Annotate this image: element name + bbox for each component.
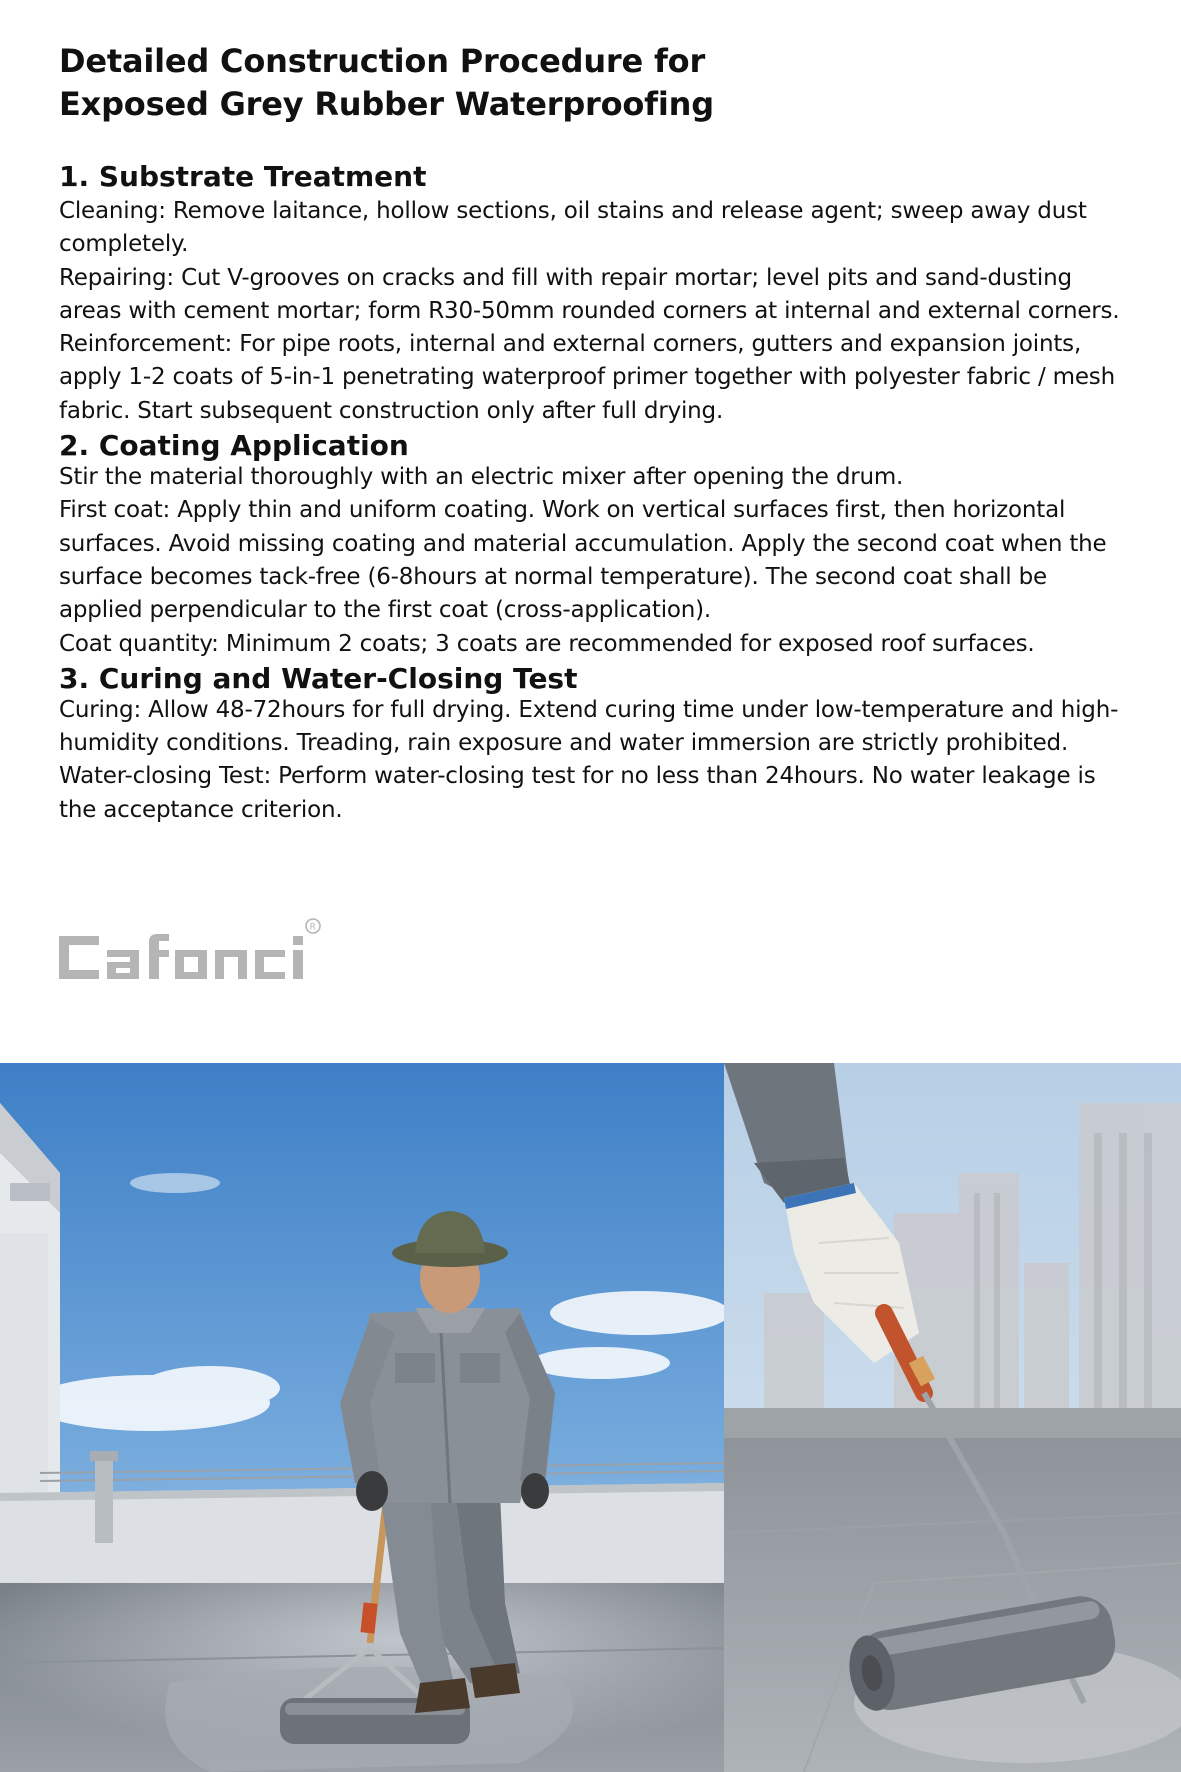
paragraph-reinforcement: Reinforcement: For pipe roots, internal and external corners, gutters and expansion joints, apply 1-2 coats of 5-in-1 penetrating waterproof primer together with polyester fabric / mesh fabric. Start subsequent construction only after full drying. bbox=[59, 331, 1115, 424]
gloved-hand-roller-closeup-photo bbox=[724, 1063, 1181, 1772]
section-heading: 2. Coating Application bbox=[59, 429, 409, 463]
paragraph-curing: Curing: Allow 48-72hours for full drying. Extend curing time under low-temperature and high-humidity conditions. Treading, rain exposure and water immersion are strictly prohibited. bbox=[59, 696, 1119, 757]
section-coating-application bbox=[59, 430, 1129, 661]
svg-text:R: R bbox=[309, 922, 316, 933]
section-heading: 1. Substrate Treatment bbox=[59, 160, 427, 193]
section-substrate-treatment bbox=[59, 161, 1129, 428]
paragraph-repairing: Repairing: Cut V-grooves on cracks and fill with repair mortar; level pits and sand-dusting areas with cement mortar; form R30-50mm rounded corners at internal and external corners. bbox=[59, 264, 1120, 324]
paragraph-cleaning: Cleaning: Remove laitance, hollow sections, oil stains and release agent; sweep away dust completely. bbox=[59, 198, 1087, 258]
cafonci-logo bbox=[57, 918, 327, 998]
paragraph-stir: Stir the material thoroughly with an electric mixer after opening the drum. bbox=[59, 464, 904, 491]
title-line-1: Detailed Construction Procedure for bbox=[59, 42, 706, 80]
paragraph-coat-quantity: Coat quantity: Minimum 2 coats; 3 coats are recommended for exposed roof surfaces. bbox=[59, 630, 1035, 657]
procedure-text bbox=[59, 40, 1129, 827]
document-title bbox=[59, 40, 1129, 126]
section-curing-test bbox=[59, 663, 1129, 827]
paragraph-first-coat: First coat: Apply thin and uniform coating. Work on vertical surfaces first, then horizontal surfaces. Avoid missing coating and material accumulation. Apply the second coat when the surface becomes tack-free (6-8hours at normal temperature). The second coat shall be applied perpendicular to the first coat (cross-application). bbox=[59, 497, 1107, 624]
section-heading: 3. Curing and Water-Closing Test bbox=[59, 661, 578, 695]
title-line-2: Exposed Grey Rubber Waterproofing bbox=[59, 85, 714, 123]
worker-rolling-roof-photo bbox=[0, 1063, 724, 1772]
paragraph-water-closing-test: Water-closing Test: Perform water-closing test for no less than 24hours. No water leakage is the acceptance criterion. bbox=[59, 763, 1096, 823]
